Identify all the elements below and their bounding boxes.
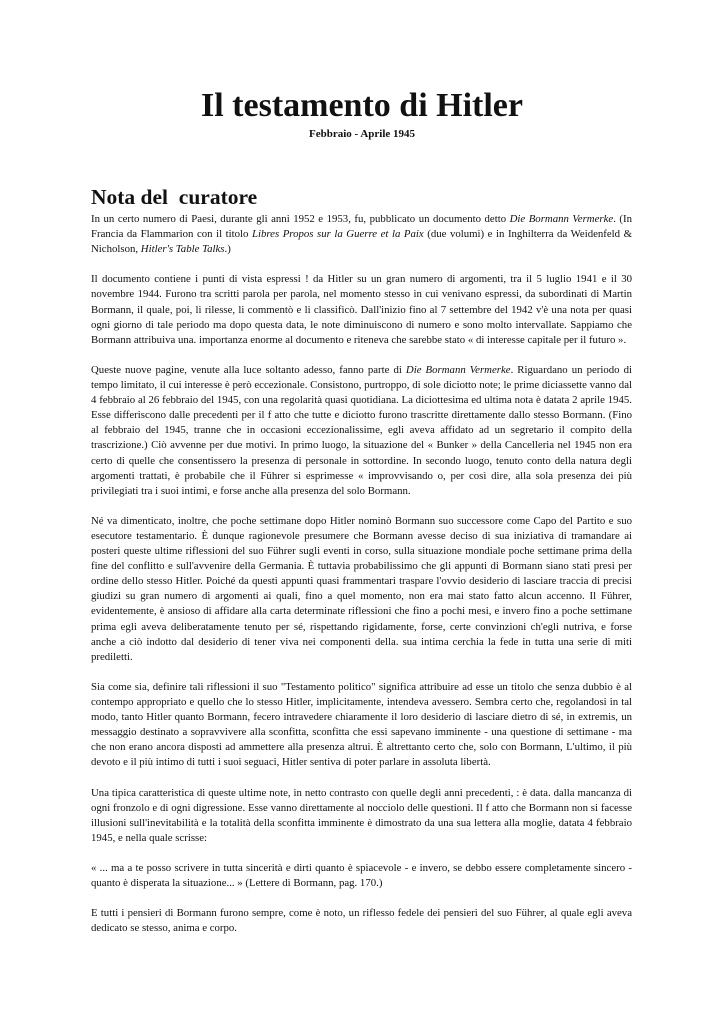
text-run: E tutti i pensieri di Bormann furono sempre, come è noto, un riflesso fedele dei pensieri del suo Führer, al quale egli aveva dedicato se stesso, anima e corpo. <box>91 907 632 935</box>
paragraph <box>91 786 632 846</box>
body-text <box>91 212 632 937</box>
text-run: Sia come sia, definire tali riflessioni il suo "Testamento politico" significa attribuire ad esse un titolo che senza dubbio è al contempo appropriato e quello che lo stesso Hitler, implicitamente, intendeva avessero. Sembra certo che, regolandosi in tal modo, tanto Hitler quanto Bormann, fecero intravedere chiaramente il loro desiderio di lasciare dietro di sé, in extremis, un messaggio destinato a sopravvivere alla sconfitta, sconfitta che essi sapevano imminente - una questione di settimane - ma che non erano ancora disposti ad ammettere alla presenza altrui. È altrettanto certo che, solo con Bormann, L'ultimo, il più devoto e il più intimo di tutti i suoi seguaci, Hitler sentiva di poter parlare in assoluta libertà. <box>91 680 632 769</box>
text-run: In un certo numero di Paesi, durante gli anni 1952 e 1953, fu, pubblicato un documento detto <box>91 213 510 225</box>
text-run: « ... ma a te posso scrivere in tutta sincerità e dirti quanto è spiacevole - e invero, se debbo essere completamente sincero - quanto è disperata la situazione... » (Lettere di Bormann, pag. 170.) <box>91 862 632 890</box>
paragraph <box>91 212 632 257</box>
italic-title: Libres Propos sur la Guerre et la Paix <box>251 228 424 241</box>
text-run: Una tipica caratteristica di queste ultime note, in netto contrasto con quelle degli anni precedenti, : è data. dalla mancanza di ogni fronzolo e di ogni digressione. Esse vanno direttamente al nocciolo delle questioni. Il f atto che Bormann non si facesse illusioni sull'inevitabilità e la totalità della sconfitta imminente è dimostrato da una sua lettera alla moglie, datata 4 febbraio 1945, e nella quale scrisse: <box>91 786 632 844</box>
text-run: Né va dimenticato, inoltre, che poche settimane dopo Hitler nominò Bormann suo successore come Capo del Partito e suo esecutore testamentario. È dunque ragionevole presumere che Bormann avesse deciso di sua iniziativa di tramandare ai posteri queste ultime riflessioni del suo Führer sugli eventi in corso, sulla situazione mondiale poche settimane prima della fine del conflitto e sull'avvenire della Germania. È tuttavia probabilissimo che gli appunti di Bormann siano stati presi per ordine dello stesso Hitler. Poiché da questi appunti quasi frammentari traspare l'ovvio desiderio di lasciare traccia di precisi giudizi su gran numero di argomenti ai quali, fino a quel momento, non era mai stato fatto alcun accenno. Il Führer, evidentemente, è ansioso di affidare alla carta determinate riflessioni che fino a pochi mesi, e invero fino a poche settimane prima egli aveva deliberatamente tenuto per sé, rispettando rigidamente, forse, certe convinzioni ch'egli nutriva, e forse anche a ciò indotto dal desiderio di tener viva nei componenti della. sua intima cerchia la fede in tutta una serie di miti prediletti. <box>91 514 632 663</box>
paragraph <box>91 514 632 665</box>
paragraph <box>91 906 632 936</box>
paragraph <box>91 272 632 347</box>
italic-title: Die Bormann Vermerke <box>509 213 614 225</box>
paragraph <box>91 680 632 771</box>
document-title: Il testamento di Hitler <box>201 87 523 124</box>
text-run: Il documento contiene i punti di vista espressi ! da Hitler su un gran numero di argomenti, tra il 5 luglio 1941 e il 30 novembre 1944. Furono tra scritti parola per parola, nel momento stesso in cui venivano espressi, da subordinati di Martin Bormann, il quale, poi, li rilesse, li commentò e li classificò. Dall'inizio fino al 7 settembre del 1942 v'è una nota per quasi ogni giorno di tale periodo ma dopo questa data, le note diminuiscono di numero e sono molto intervallate. Sappiamo che Bormann attribuiva una. importanza enorme al documento e riteneva che sarebbe stato « di interesse capitale per il futuro ». <box>91 273 632 346</box>
text-run: .) <box>224 243 231 256</box>
text-run: . (In Francia da Flammarion con il titolo <box>91 213 632 241</box>
text-run: Queste nuove pagine, venute alla luce soltanto adesso, fanno parte di <box>91 363 406 376</box>
paragraph <box>91 861 632 891</box>
italic-title: Die Bormann Vermerke <box>405 363 511 376</box>
document-subtitle: Febbraio - Aprile 1945 <box>308 128 416 140</box>
italic-title: Hitler's Table Talks <box>140 243 225 256</box>
paragraph <box>91 363 632 499</box>
text-run: . Riguardano un periodo di tempo limitato, il cui interesse è però eccezionale. Consistono, purtroppo, di sole diciotto note; le prime diciassette vanno dal 4 febbraio al 26 febbraio del 1945, con una regolarità quasi quotidiana. La diciottesima ed ultima nota è datata 2 aprile 1945. Esse differiscono dalle precedenti per il f atto che tutte e diciotto furono trascritte direttamente dallo stesso Bormann. (Fino al febbraio del 1945, tranne che in occasioni eccezionalissime, egli aveva affidato ad un segretario il compito della trascrizione.) Ciò avvenne per due motivi. In primo luogo, la situazione del « Bunker » della Cancelleria nel 1945 non era certo di quelle che consentissero la presenza di personale in sottordine. In secondo luogo, tenuto conto della natura degli argomenti trattati, è probabile che il Führer si esprimesse « improvvisando o, per così dire, alla sola presenza dei più privilegiati tra i suoi intimi, e forse anche alla presenza del solo Bormann. <box>91 363 632 497</box>
text-run: (due volumi) e in Inghilterra da Weidenfeld & Nicholson, <box>91 228 633 256</box>
section-heading: Nota del curatore <box>91 185 258 209</box>
